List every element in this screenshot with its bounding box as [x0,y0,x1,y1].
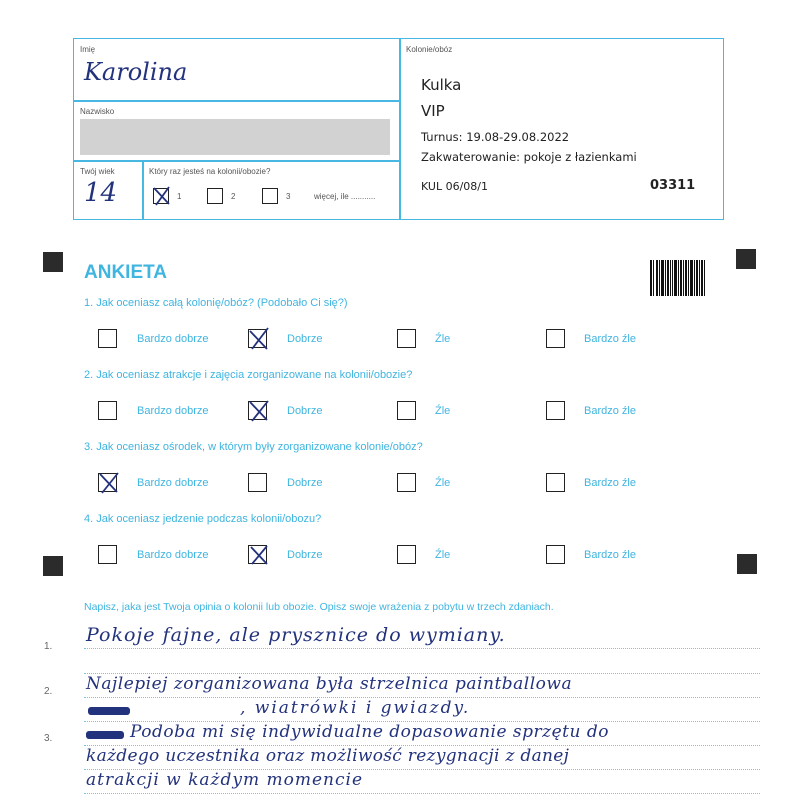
survey-title: ANKIETA [84,262,168,283]
ktory-raz-checkbox-2[interactable] [207,188,223,204]
q4-bardzo-zle-checkbox[interactable] [546,545,565,564]
kolonie-code: KUL 06/08/1 [421,180,488,193]
q2-bardzo-zle-checkbox[interactable] [546,401,565,420]
ktory-raz-option-2: 2 [231,192,236,201]
registration-marker-bottom-right [737,554,757,574]
q1-dobrze-checkbox[interactable] [248,329,267,348]
registration-marker-top-right [736,249,756,269]
ktory-raz-checkbox-1[interactable] [153,188,169,204]
answer-line-3c [84,793,760,794]
ktory-raz-more: więcej, ile ........... [314,192,376,201]
q1-bardzo-zle-label: Bardzo źle [584,333,636,345]
ktory-raz-option-1: 1 [177,192,182,201]
q1-zle-checkbox[interactable] [397,329,416,348]
q3-dobrze-label: Dobrze [287,477,323,489]
check-x-icon [151,185,173,207]
registration-marker-bottom-left [43,556,63,576]
kolonie-type: VIP [421,102,445,120]
opinion-sentence-3[interactable]: Podoba mi się indywidualne dopasowanie sprzętu do [130,722,609,742]
barcode-icon [650,260,705,296]
scribble-mark [88,707,130,715]
q2-dobrze-label: Dobrze [287,405,323,417]
wiek-label: Twój wiek [80,167,115,176]
q2-zle-checkbox[interactable] [397,401,416,420]
q1-bardzo-zle-checkbox[interactable] [546,329,565,348]
imie-label: Imię [80,45,96,54]
line-number-3: 3. [44,733,53,744]
q3-zle-checkbox[interactable] [397,473,416,492]
q3-bardzo-zle-checkbox[interactable] [546,473,565,492]
form-divider-1 [73,100,400,102]
q4-dobrze-label: Dobrze [287,549,323,561]
q1-bardzo-dobrze-label: Bardzo dobrze [137,333,209,345]
q3-bardzo-zle-label: Bardzo źle [584,477,636,489]
check-x-icon [96,470,122,496]
q2-bardzo-dobrze-label: Bardzo dobrze [137,405,209,417]
registration-marker-top-left [43,252,63,272]
q1-zle-label: Źle [435,333,451,345]
opinion-sentence-3-end[interactable]: atrakcji w każdym momencie [86,770,364,790]
check-x-icon [246,398,272,424]
q2-zle-label: Źle [435,405,451,417]
wiek-field[interactable]: 14 [84,178,118,208]
nazwisko-redacted [80,119,390,155]
q3-bardzo-dobrze-label: Bardzo dobrze [137,477,209,489]
q2-bardzo-zle-label: Bardzo źle [584,405,636,417]
ktory-raz-option-3: 3 [286,192,291,201]
q4-bardzo-dobrze-label: Bardzo dobrze [137,549,209,561]
line-number-1: 1. [44,641,53,652]
check-x-icon [246,326,272,352]
q2-dobrze-checkbox[interactable] [248,401,267,420]
form-number: 03311 [650,178,696,193]
q3-dobrze-checkbox[interactable] [248,473,267,492]
zakwaterowanie: Zakwaterowanie: pokoje z łazienkami [421,150,637,164]
line-number-2: 2. [44,686,53,697]
opinion-sentence-2[interactable]: Najlepiej zorganizowana była strzelnica paintballowa [86,674,573,694]
q3-bardzo-dobrze-checkbox[interactable] [98,473,117,492]
check-x-icon [246,542,272,568]
form-divider-2 [73,160,400,162]
q4-dobrze-checkbox[interactable] [248,545,267,564]
opinion-sentence-2-cont[interactable]: , wiatrówki i gwiazdy. [240,698,471,718]
q4-zle-checkbox[interactable] [397,545,416,564]
q4-zle-label: Źle [435,549,451,561]
scribble-mark [86,731,124,739]
q1-bardzo-dobrze-checkbox[interactable] [98,329,117,348]
form-divider-vertical [399,38,401,220]
nazwisko-label: Nazwisko [80,107,115,116]
q1-dobrze-label: Dobrze [287,333,323,345]
kolonie-name: Kulka [421,76,462,94]
q4-bardzo-dobrze-checkbox[interactable] [98,545,117,564]
opinion-sentence-1[interactable]: Pokoje fajne, ale prysznice do wymiany. [86,624,506,646]
question-1: 1. Jak oceniasz całą kolonię/obóz? (Podobało Ci się?) [84,297,348,309]
turnus: Turnus: 19.08-29.08.2022 [421,130,570,144]
imie-field[interactable]: Karolina [84,58,188,86]
opinion-prompt: Napisz, jaka jest Twoja opinia o kolonii lub obozie. Opisz swoje wrażenia z pobytu w trzech zdaniach. [84,601,554,613]
ktory-raz-checkbox-3[interactable] [262,188,278,204]
answer-line-1 [84,648,760,649]
kolonie-label: Kolonie/obóz [406,45,453,54]
question-2: 2. Jak oceniasz atrakcje i zajęcia zorganizowane na kolonii/obozie? [84,369,413,381]
q2-bardzo-dobrze-checkbox[interactable] [98,401,117,420]
opinion-sentence-3-cont[interactable]: każdego uczestnika oraz możliwość rezygnacji z danej [86,746,570,766]
form-divider-age [142,160,144,220]
question-4: 4. Jak oceniasz jedzenie podczas kolonii/obozu? [84,513,322,525]
question-3: 3. Jak oceniasz ośrodek, w którym były zorganizowane kolonie/obóz? [84,441,423,453]
q3-zle-label: Źle [435,477,451,489]
q4-bardzo-zle-label: Bardzo źle [584,549,636,561]
ktory-raz-label: Który raz jesteś na kolonii/obozie? [149,167,271,176]
